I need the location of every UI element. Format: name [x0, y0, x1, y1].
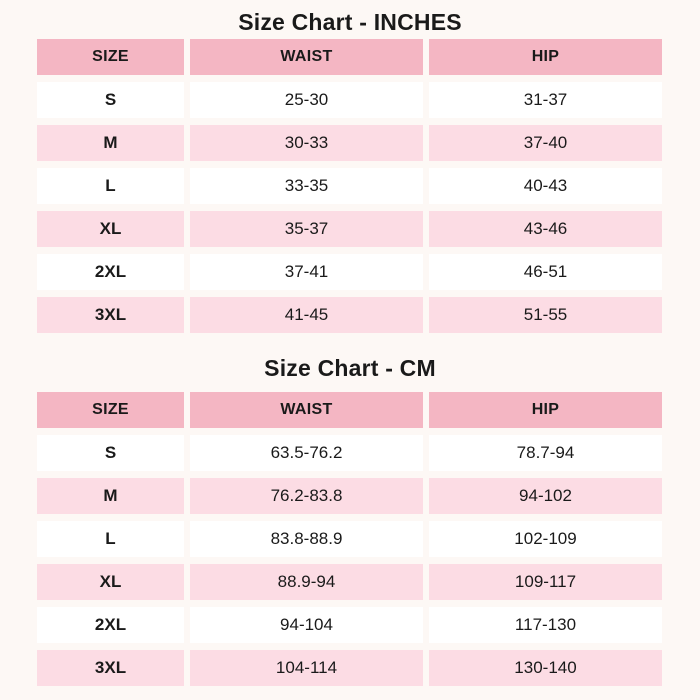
size-cell: 3XL	[37, 297, 184, 333]
size-cell: L	[37, 521, 184, 557]
table-row	[0, 297, 700, 333]
table-row	[0, 125, 700, 161]
hip-cell: 43-46	[429, 211, 662, 247]
hip-cell: 31-37	[429, 82, 662, 118]
header-size: SIZE	[37, 39, 184, 75]
table-row	[0, 650, 700, 686]
table-row	[0, 521, 700, 557]
hip-cell: 109-117	[429, 564, 662, 600]
size-cell: XL	[37, 564, 184, 600]
table-row	[0, 168, 700, 204]
waist-cell: 94-104	[190, 607, 423, 643]
table-row	[0, 254, 700, 290]
size-cell: L	[37, 168, 184, 204]
waist-cell: 104-114	[190, 650, 423, 686]
hip-cell: 78.7-94	[429, 435, 662, 471]
size-cell: 2XL	[37, 607, 184, 643]
table-row	[0, 435, 700, 471]
hip-cell: 51-55	[429, 297, 662, 333]
cm-header-row	[0, 392, 700, 428]
hip-cell: 37-40	[429, 125, 662, 161]
table-row	[0, 478, 700, 514]
waist-cell: 25-30	[190, 82, 423, 118]
cm-title: Size Chart - CM	[264, 355, 436, 381]
size-cell: M	[37, 125, 184, 161]
size-cell: S	[37, 435, 184, 471]
table-row	[0, 82, 700, 118]
hip-cell: 130-140	[429, 650, 662, 686]
header-hip: HIP	[429, 39, 662, 75]
waist-cell: 35-37	[190, 211, 423, 247]
table-row	[0, 607, 700, 643]
table-row	[0, 211, 700, 247]
waist-cell: 30-33	[190, 125, 423, 161]
waist-cell: 63.5-76.2	[190, 435, 423, 471]
waist-cell: 88.9-94	[190, 564, 423, 600]
hip-cell: 94-102	[429, 478, 662, 514]
hip-cell: 40-43	[429, 168, 662, 204]
inches-title: Size Chart - INCHES	[238, 9, 462, 35]
size-cell: XL	[37, 211, 184, 247]
size-cell: 3XL	[37, 650, 184, 686]
inches-header-row	[0, 39, 700, 75]
waist-cell: 76.2-83.8	[190, 478, 423, 514]
size-cell: 2XL	[37, 254, 184, 290]
header-size: SIZE	[37, 392, 184, 428]
size-cell: M	[37, 478, 184, 514]
waist-cell: 41-45	[190, 297, 423, 333]
waist-cell: 33-35	[190, 168, 423, 204]
waist-cell: 37-41	[190, 254, 423, 290]
hip-cell: 117-130	[429, 607, 662, 643]
table-row	[0, 564, 700, 600]
header-hip: HIP	[429, 392, 662, 428]
waist-cell: 83.8-88.9	[190, 521, 423, 557]
header-waist: WAIST	[190, 39, 423, 75]
hip-cell: 46-51	[429, 254, 662, 290]
hip-cell: 102-109	[429, 521, 662, 557]
size-cell: S	[37, 82, 184, 118]
header-waist: WAIST	[190, 392, 423, 428]
